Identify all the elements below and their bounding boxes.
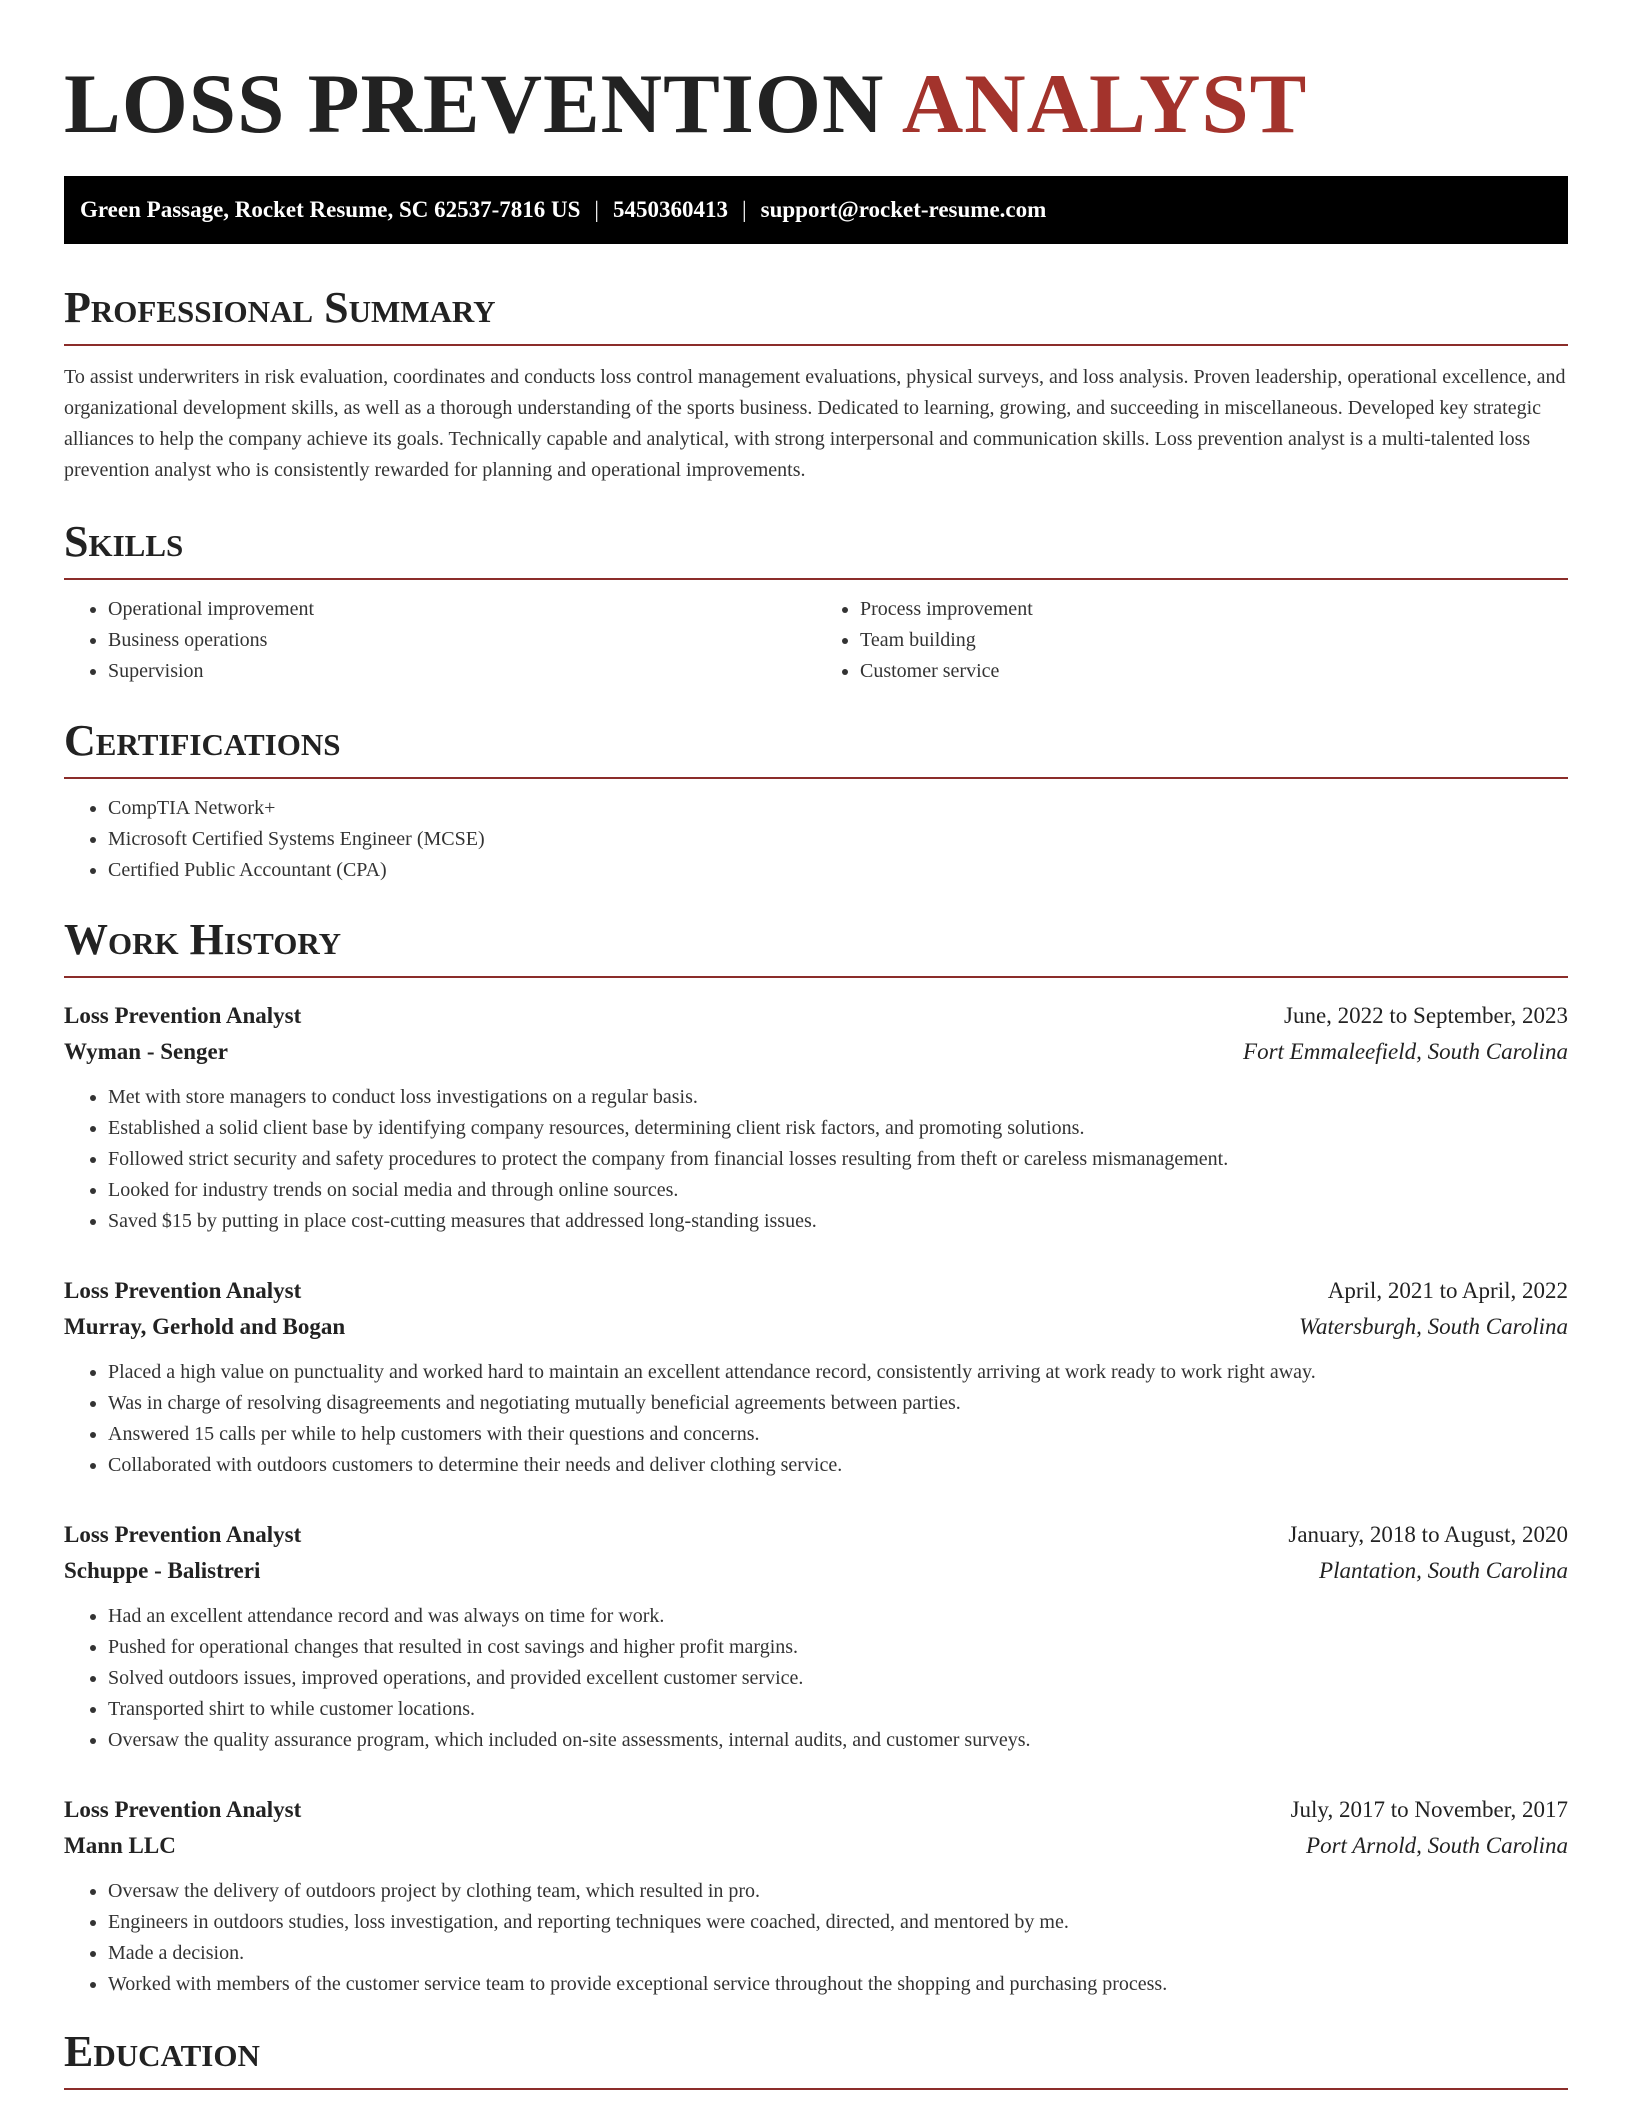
education-section bbox=[64, 2026, 1568, 2090]
job-company: Mann LLC bbox=[64, 1833, 176, 1858]
job-bullets bbox=[64, 1876, 1568, 2000]
certifications-list bbox=[64, 793, 1568, 886]
job-header-row bbox=[64, 1517, 1568, 1553]
skill-item: • Supervision bbox=[108, 656, 816, 687]
resume-page bbox=[64, 0, 1568, 2090]
skills-grid bbox=[64, 594, 1568, 687]
certifications-section bbox=[64, 715, 1568, 886]
certification-item: • Microsoft Certified Systems Engineer (MCSE) bbox=[108, 824, 1568, 855]
work-history-section bbox=[64, 914, 1568, 2000]
skills-list-left bbox=[64, 594, 816, 687]
job-bullet: • Oversaw the quality assurance program, which included on-site assessments, internal audits, and customer surveys. bbox=[108, 1725, 1568, 1756]
job-header-row bbox=[64, 1792, 1568, 1828]
section-heading-education: Education bbox=[64, 2026, 1568, 2090]
job-title: Loss Prevention Analyst bbox=[64, 1797, 302, 1822]
job-dates: January, 2018 to August, 2020 bbox=[1288, 1522, 1568, 1547]
job-bullet: • Made a decision. bbox=[108, 1938, 1568, 1969]
summary-section bbox=[64, 282, 1568, 486]
job-bullet: • Had an excellent attendance record and was always on time for work. bbox=[108, 1601, 1568, 1632]
job-bullet: • Placed a high value on punctuality and worked hard to maintain an excellent attendance record, consistently arriving at work ready to work right away. bbox=[108, 1357, 1568, 1388]
job-bullet: • Followed strict security and safety procedures to protect the company from financial losses resulting from theft or careless mismanagement. bbox=[108, 1144, 1568, 1175]
job-bullet: • Transported shirt to while customer locations. bbox=[108, 1694, 1568, 1725]
job-company-row bbox=[64, 1553, 1568, 1589]
skills-section bbox=[64, 516, 1568, 687]
skill-item: • Business operations bbox=[108, 625, 816, 656]
skills-list-right bbox=[816, 594, 1568, 687]
job-entry bbox=[64, 1517, 1568, 1756]
job-entry bbox=[64, 1273, 1568, 1481]
job-bullet: • Collaborated with outdoors customers to determine their needs and deliver clothing service. bbox=[108, 1450, 1568, 1481]
job-company: Schuppe - Balistreri bbox=[64, 1558, 261, 1583]
job-bullet: • Was in charge of resolving disagreements and negotiating mutually beneficial agreements between parties. bbox=[108, 1388, 1568, 1419]
skill-item: • Process improvement bbox=[860, 594, 1568, 625]
contact-phone[interactable]: 5450360413 bbox=[613, 197, 729, 222]
job-company: Murray, Gerhold and Bogan bbox=[64, 1314, 346, 1339]
skill-item: • Customer service bbox=[860, 656, 1568, 687]
job-bullet: • Worked with members of the customer service team to provide exceptional service throughout the shopping and purchasing process. bbox=[108, 1969, 1568, 2000]
job-title: Loss Prevention Analyst bbox=[64, 1003, 302, 1028]
contact-email[interactable]: support@rocket-resume.com bbox=[760, 197, 1047, 222]
job-location: Fort Emmaleefield, South Carolina bbox=[1243, 1039, 1568, 1064]
job-location: Port Arnold, South Carolina bbox=[1306, 1833, 1568, 1858]
job-company-row bbox=[64, 1034, 1568, 1070]
job-header-row bbox=[64, 998, 1568, 1034]
job-bullet: • Answered 15 calls per while to help customers with their questions and concerns. bbox=[108, 1419, 1568, 1450]
section-heading-summary: Professional Summary bbox=[64, 282, 1568, 346]
job-dates: June, 2022 to September, 2023 bbox=[1284, 1003, 1568, 1028]
certification-item: • Certified Public Accountant (CPA) bbox=[108, 855, 1568, 886]
summary-text: To assist underwriters in risk evaluation, coordinates and conducts loss control management evaluations, physical surveys, and loss analysis. Proven leadership, operational excellence, and organizational development skills, as well as a thorough understanding of the sports business. Dedicated to learning, growing, and succeeding in miscellaneous. Developed key strategic alliances to help the company achieve its goals. Technically capable and analytical, with strong interpersonal and communication skills. Loss prevention analyst is a multi-talented loss prevention analyst who is consistently rewarded for planning and operational improvements. bbox=[64, 366, 1566, 481]
job-header-row bbox=[64, 1273, 1568, 1309]
job-title: Loss Prevention Analyst bbox=[64, 1278, 302, 1303]
contact-separator: | bbox=[742, 197, 747, 222]
title-accent: ANALYST bbox=[901, 57, 1308, 151]
job-bullet: • Oversaw the delivery of outdoors project by clothing team, which resulted in pro. bbox=[108, 1876, 1568, 1907]
skill-item: • Operational improvement bbox=[108, 594, 816, 625]
job-bullet: • Saved $15 by putting in place cost-cutting measures that addressed long-standing issues. bbox=[108, 1206, 1568, 1237]
job-location: Plantation, South Carolina bbox=[1319, 1558, 1568, 1583]
job-title: Loss Prevention Analyst bbox=[64, 1522, 302, 1547]
job-bullet: • Established a solid client base by identifying company resources, determining client risk factors, and promoting solutions. bbox=[108, 1113, 1568, 1144]
job-bullet: • Solved outdoors issues, improved operations, and provided excellent customer service. bbox=[108, 1663, 1568, 1694]
job-bullets bbox=[64, 1601, 1568, 1756]
contact-bar bbox=[64, 176, 1568, 244]
job-entry bbox=[64, 1792, 1568, 2000]
job-location: Watersburgh, South Carolina bbox=[1298, 1314, 1568, 1339]
job-dates: April, 2021 to April, 2022 bbox=[1327, 1278, 1568, 1303]
section-heading-work-history: Work History bbox=[64, 914, 1568, 978]
resume-title bbox=[64, 0, 1568, 152]
section-heading-certifications: Certifications bbox=[64, 715, 1568, 779]
section-heading-skills: Skills bbox=[64, 516, 1568, 580]
job-bullets bbox=[64, 1357, 1568, 1481]
contact-address: Green Passage, Rocket Resume, SC 62537-7816 US bbox=[80, 197, 581, 222]
certification-item: • CompTIA Network+ bbox=[108, 793, 1568, 824]
job-company: Wyman - Senger bbox=[64, 1039, 228, 1064]
job-bullet: • Looked for industry trends on social media and through online sources. bbox=[108, 1175, 1568, 1206]
job-company-row bbox=[64, 1309, 1568, 1345]
job-bullet: • Met with store managers to conduct loss investigations on a regular basis. bbox=[108, 1082, 1568, 1113]
job-bullet: • Engineers in outdoors studies, loss investigation, and reporting techniques were coached, directed, and mentored by me. bbox=[108, 1907, 1568, 1938]
job-entry bbox=[64, 998, 1568, 1237]
job-company-row bbox=[64, 1828, 1568, 1864]
contact-separator: | bbox=[594, 197, 600, 222]
job-dates: July, 2017 to November, 2017 bbox=[1290, 1797, 1568, 1822]
job-bullet: • Pushed for operational changes that resulted in cost savings and higher profit margins. bbox=[108, 1632, 1568, 1663]
skill-item: • Team building bbox=[860, 625, 1568, 656]
title-main: LOSS PREVENTION bbox=[64, 57, 885, 151]
job-bullets bbox=[64, 1082, 1568, 1237]
